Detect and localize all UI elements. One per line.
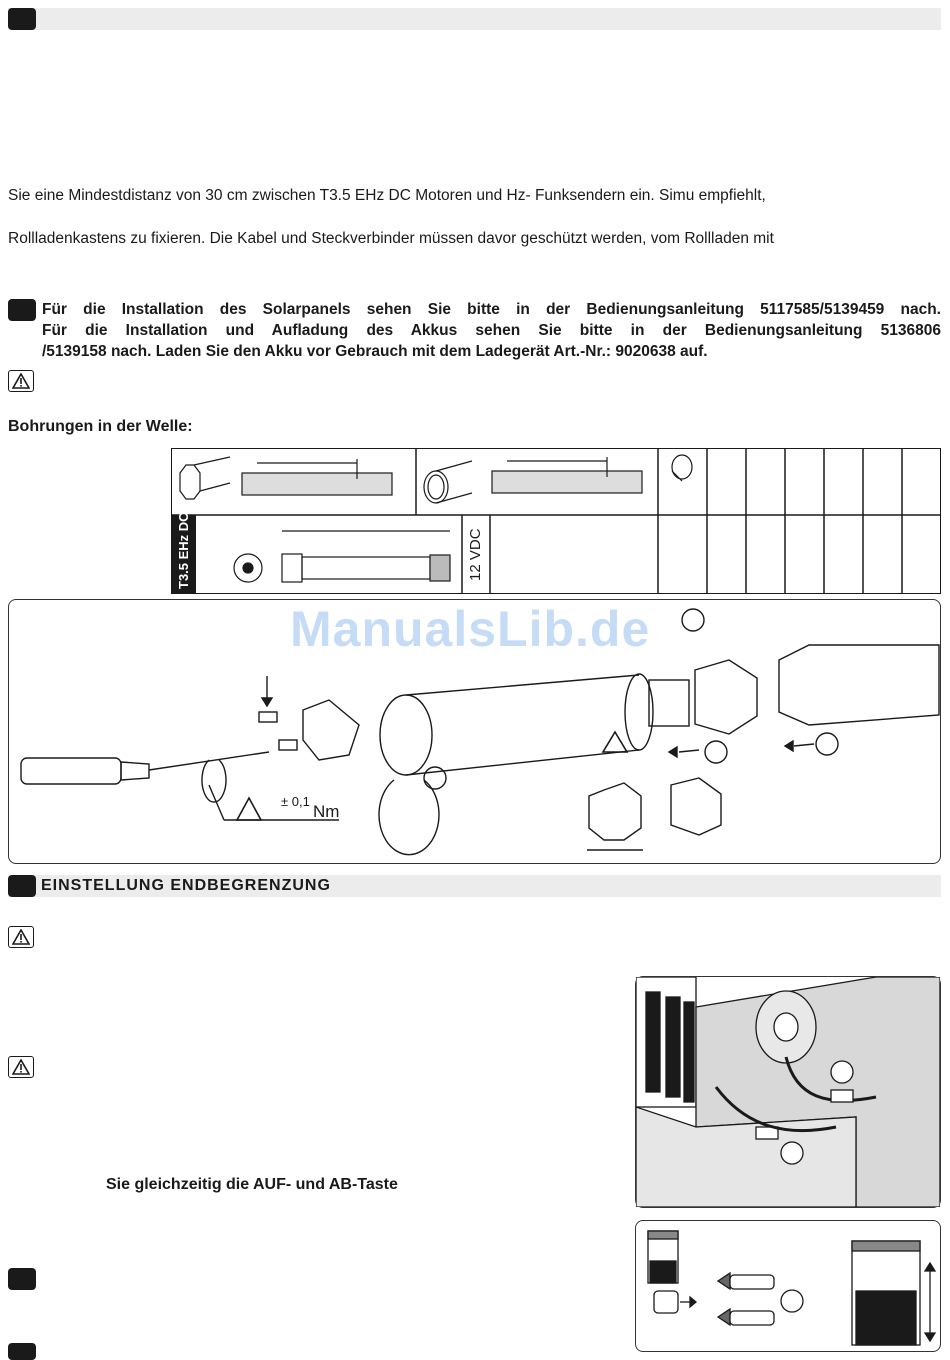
warning-icon [8, 926, 34, 948]
section-number-tab [8, 875, 36, 897]
step-tab [8, 1343, 36, 1360]
text-line-cable: Rollladenkastens zu fixieren. Die Kabel und Steckverbinder müssen davor geschützt werden, vom Rollladen mit [8, 230, 774, 247]
voltage-label: 12 VDC [467, 528, 484, 581]
drill-table [171, 448, 941, 594]
screwdriver-icon [21, 758, 121, 784]
motor-label: T3.5 EHz DC [176, 512, 191, 589]
section-number-tab [8, 8, 36, 30]
step-tab [8, 299, 36, 321]
shutter-illustration-panel [635, 1220, 941, 1352]
step-tab [8, 1268, 36, 1290]
solar-note-line: /5139158 nach. Laden Sie den Akku vor Gebrauch mit dem Ladegerät Art.-Nr.: 9020638 auf. [42, 343, 708, 360]
shutter-icon [648, 1231, 678, 1283]
connector-illustration [636, 977, 940, 1207]
instruction-text: Sie gleichzeitig die AUF- und AB-Taste [106, 1176, 398, 1193]
watermark: ManualsLib.de [290, 601, 651, 657]
solar-note-line: Für die Installation des Solarpanels sehen Sie bitte in der Bedienungsanleitung 5117585/5139459 nach. [42, 301, 941, 318]
torque-unit: Nm [313, 802, 340, 821]
warning-icon [8, 1056, 34, 1078]
torque-tolerance: ± 0,1 [281, 794, 310, 809]
section-title-limit: EINSTELLUNG ENDBEGRENZUNG [41, 877, 331, 894]
solar-note-line: Für die Installation und Aufladung des Akkus sehen Sie bitte in der Bedienungsanleitung 5136806 [42, 322, 941, 339]
drill-heading: Bohrungen in der Welle: [8, 418, 193, 435]
top-section-header [8, 8, 941, 30]
shutter-illustration [636, 1221, 940, 1351]
section-header-limit [8, 875, 941, 897]
hand-button-icon [718, 1273, 774, 1325]
warning-icon [8, 370, 34, 392]
text-line-distance: Sie eine Mindestdistanz von 30 cm zwischen T3.5 EHz DC Motoren und Hz- Funksendern ein. Simu empfiehlt, [8, 187, 766, 204]
connector-illustration-panel [635, 976, 941, 1208]
solar-note [42, 299, 941, 362]
drill-table-grid [172, 449, 940, 593]
